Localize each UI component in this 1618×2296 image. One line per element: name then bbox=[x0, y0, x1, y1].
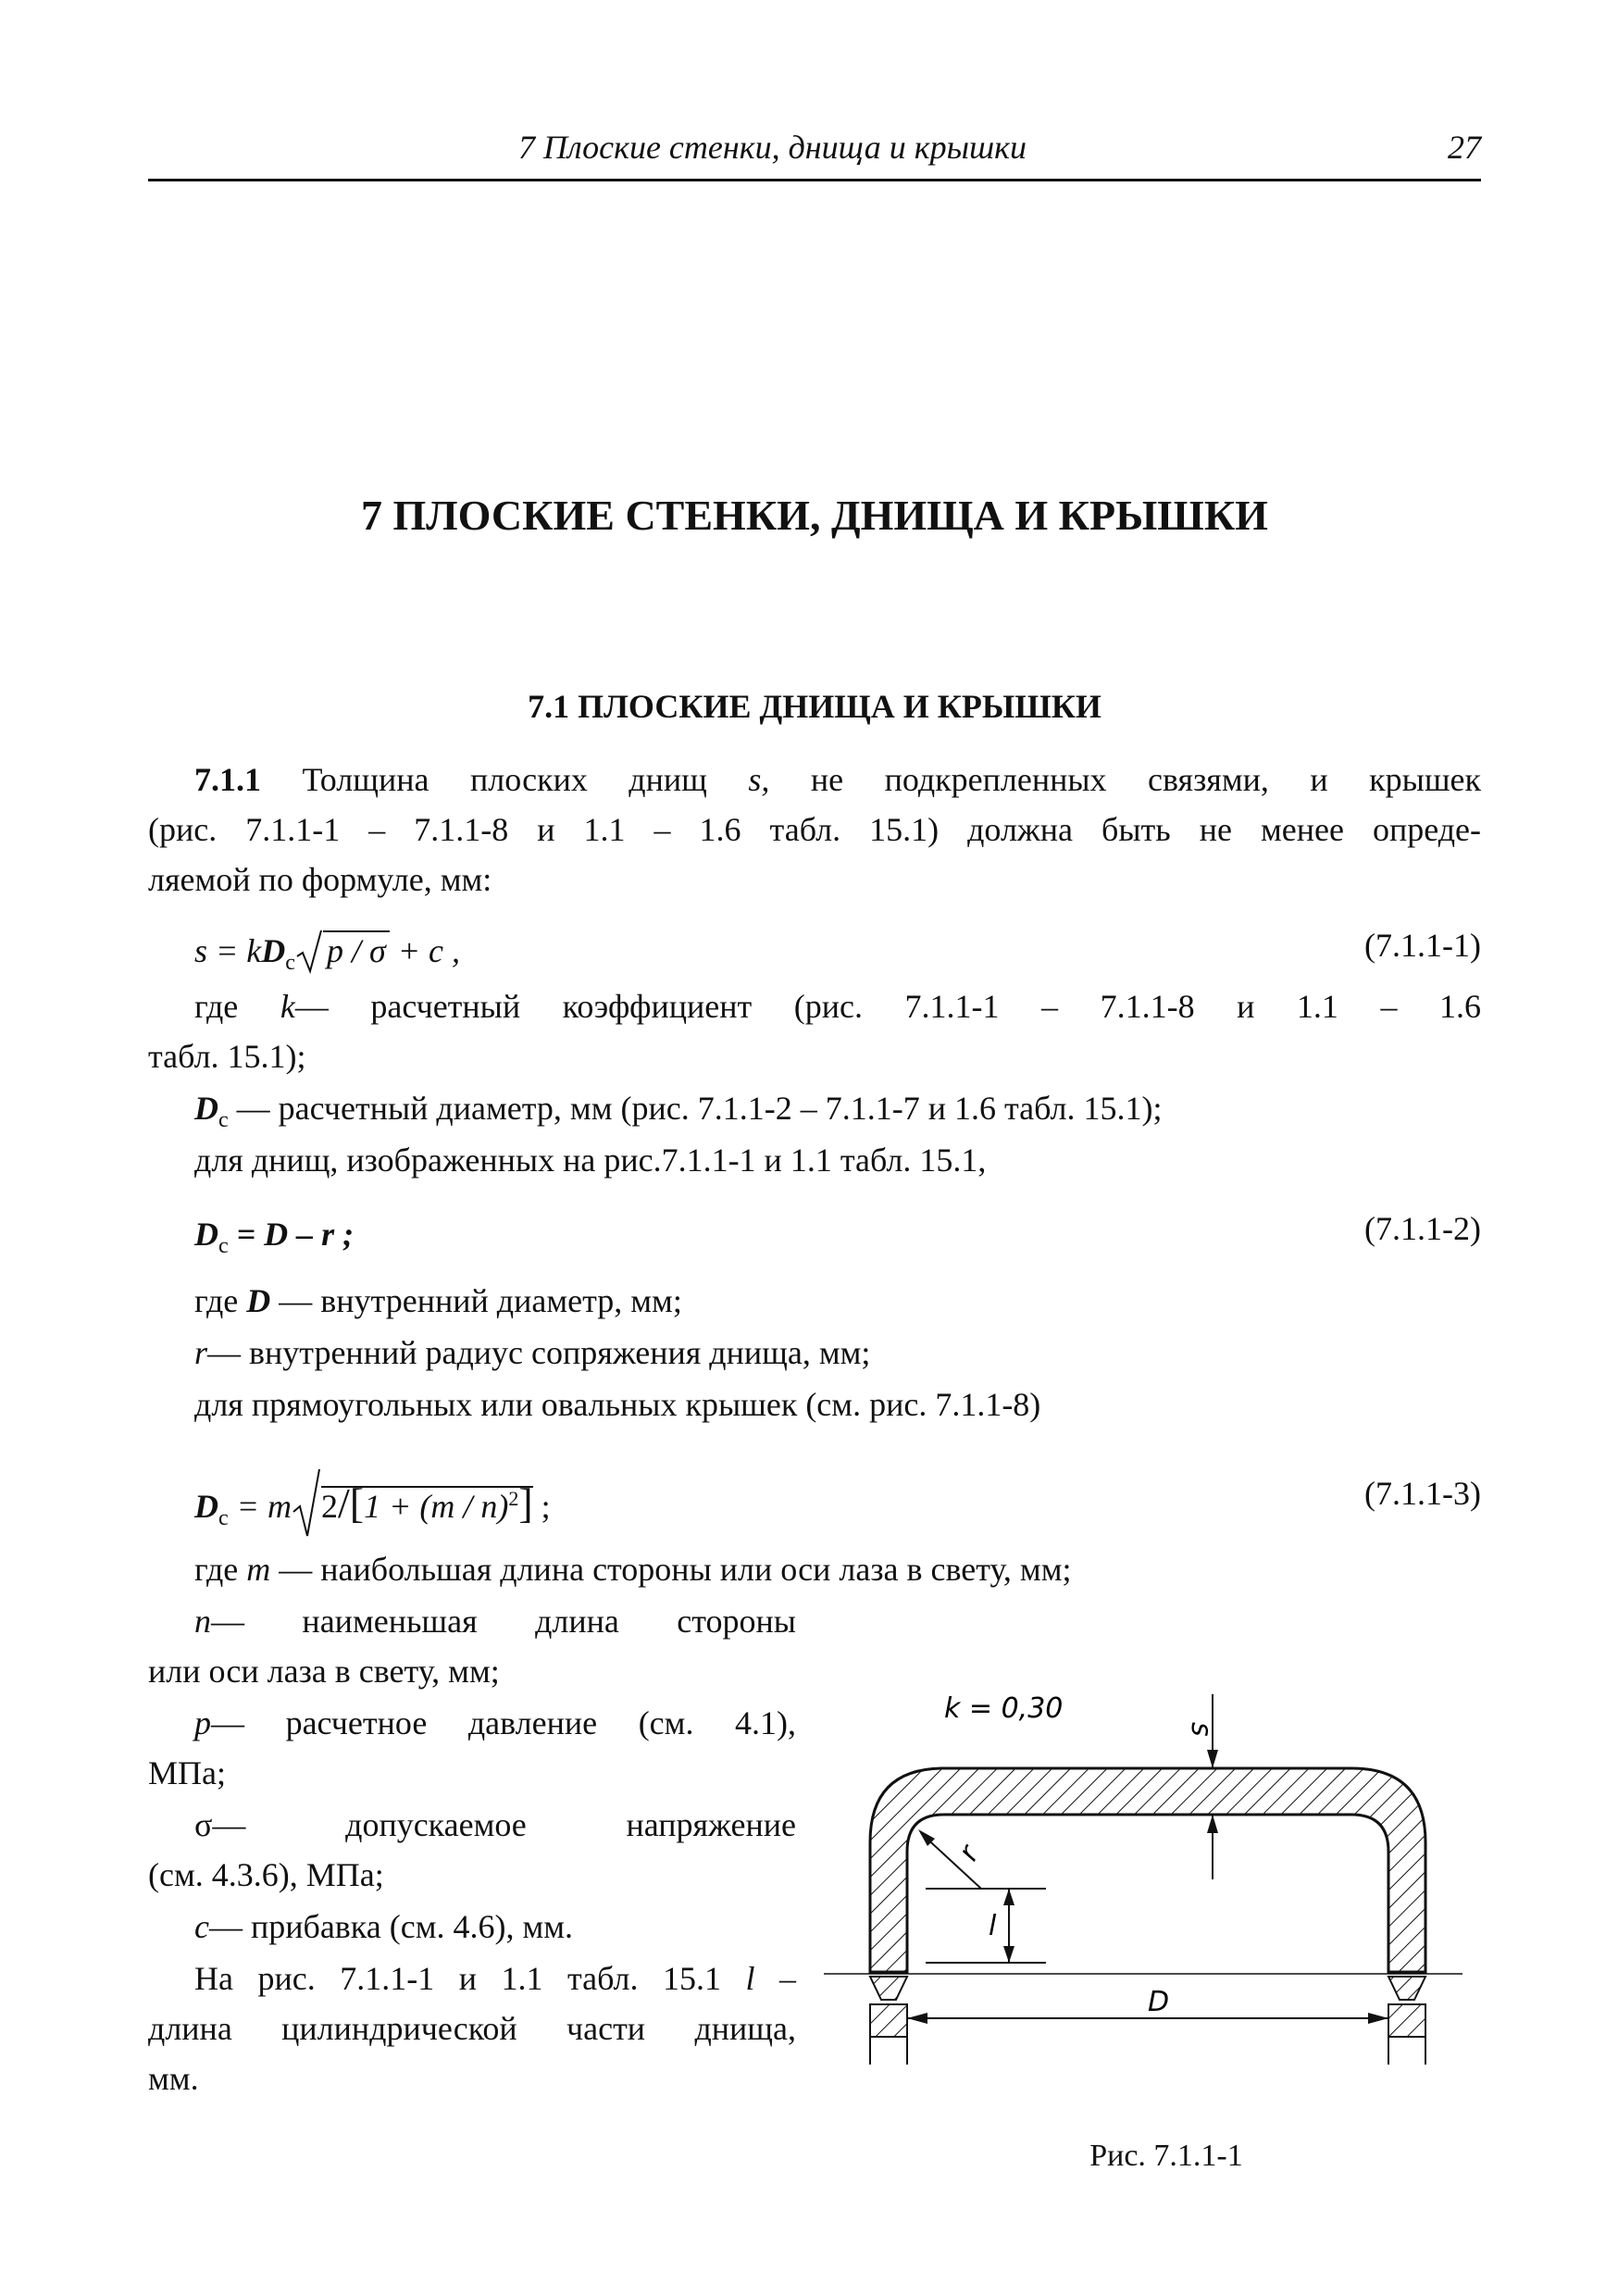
formula-3-end: ; bbox=[541, 1488, 551, 1525]
formula-3-bracket: 1 + (m / n) bbox=[364, 1488, 509, 1525]
r-label: r bbox=[952, 1840, 987, 1866]
formula-1-radicand: p / σ bbox=[323, 930, 390, 969]
formula-3-sub: c bbox=[218, 1506, 229, 1530]
var-r: r bbox=[194, 1334, 208, 1371]
where-word: где bbox=[194, 1282, 239, 1319]
formula-3-num: 2 bbox=[320, 1488, 338, 1525]
where-word: где bbox=[194, 988, 239, 1025]
page-number: 27 bbox=[1448, 129, 1481, 166]
formula-1 bbox=[194, 926, 460, 988]
where-sigma-cont: (см. 4.3.6), МПа; bbox=[148, 1856, 384, 1893]
header-rule bbox=[148, 179, 1481, 181]
formula-2-number: (7.1.1-2) bbox=[1364, 1210, 1481, 1247]
where-n-cont: или оси лаза в свету, мм; bbox=[148, 1653, 500, 1690]
where-c-text: — прибавка (см. 4.6), мм. bbox=[208, 1908, 574, 1945]
formula-3 bbox=[194, 1474, 551, 1543]
where-c bbox=[194, 1902, 573, 1952]
note-l-line2: длина цилиндрической части днища, bbox=[148, 2010, 796, 2047]
where-p bbox=[194, 1698, 796, 1748]
formula-3-slash: / bbox=[337, 1479, 350, 1527]
where-word: где bbox=[194, 1551, 239, 1588]
var-D-sub: c bbox=[218, 1108, 229, 1132]
shell-right bbox=[1388, 2004, 1425, 2037]
formula-3-radicand bbox=[320, 1479, 533, 1527]
formula-3-number: (7.1.1-3) bbox=[1364, 1475, 1481, 1512]
formula-1-number: (7.1.1-1) bbox=[1364, 927, 1481, 964]
formula-2-rhs: = D – r ; bbox=[236, 1216, 355, 1253]
para-line-3: ляемой по формуле, мм: bbox=[148, 861, 492, 898]
k-label: k = 0,30 bbox=[944, 1692, 1064, 1725]
var-sigma: σ bbox=[194, 1806, 213, 1843]
where-sigma-text: — допускаемое напряжение bbox=[212, 1806, 796, 1843]
var-D: D bbox=[194, 1090, 218, 1127]
for-bottoms: для днищ, изображенных на рис.7.1.1-1 и 1.1 табл. 15.1, bbox=[194, 1142, 987, 1179]
var-c: c bbox=[194, 1908, 209, 1945]
formula-3-eq: = m bbox=[236, 1488, 292, 1525]
var-l: l bbox=[745, 1960, 755, 1997]
where-m-text: — наибольшая длина стороны или оси лаза в свету, мм; bbox=[279, 1551, 1072, 1588]
where-dc-text: — расчетный диаметр, мм (рис. 7.1.1-2 – 7.1.1-7 и 1.6 табл. 15.1); bbox=[236, 1090, 1163, 1127]
formula-3-lbracket: [ bbox=[349, 1479, 365, 1527]
figure-flat-bottom bbox=[815, 1657, 1481, 2102]
formula-3-D: D bbox=[194, 1488, 218, 1525]
formula-2-D: D bbox=[194, 1216, 218, 1253]
formula-2 bbox=[194, 1209, 354, 1271]
formula-1-sub: c bbox=[285, 951, 295, 975]
var-s: s, bbox=[748, 761, 770, 798]
where-m bbox=[194, 1544, 1072, 1594]
s-label: s bbox=[1185, 1722, 1217, 1737]
para-text: не подкрепленных связями, и крышек bbox=[810, 761, 1482, 798]
weld-left-top bbox=[870, 1977, 907, 2000]
running-title: 7 Плоские стенки, днища и крышки bbox=[518, 129, 1027, 166]
figure-caption: Рис. 7.1.1-1 bbox=[1089, 2139, 1243, 2173]
where-r bbox=[194, 1328, 870, 1378]
where-k-text: — расчетный коэффициент (рис. 7.1.1-1 – 7.1.1-8 и 1.1 – 1.6 bbox=[294, 988, 1481, 1025]
formula-1-lhs: s = k bbox=[194, 932, 262, 969]
note-l-text: На рис. 7.1.1-1 и 1.1 табл. 15.1 bbox=[194, 1960, 721, 1997]
note-l-line1 bbox=[194, 1953, 796, 2003]
where-n-text: — наименьшая длина стороны bbox=[211, 1603, 796, 1640]
formula-3-rbracket: ] bbox=[518, 1479, 533, 1527]
formula-3-exp: 2 bbox=[508, 1487, 519, 1510]
for-covers: для прямоугольных или овальных крышек (см. рис. 7.1.1-8) bbox=[194, 1386, 1041, 1423]
para-line-2: (рис. 7.1.1-1 – 7.1.1-8 и 1.1 – 1.6 табл. 15.1) должна быть не менее опреде- bbox=[148, 811, 1481, 848]
l-label: l bbox=[989, 1910, 997, 1942]
where-n bbox=[194, 1596, 796, 1646]
formula-1-D: D bbox=[261, 932, 286, 969]
var-p: p bbox=[194, 1704, 211, 1741]
formula-1-tail: + c , bbox=[397, 932, 460, 969]
var-m: m bbox=[246, 1551, 271, 1588]
where-r-text: — внутренний радиус сопряжения днища, мм; bbox=[207, 1334, 871, 1371]
var-n: n bbox=[194, 1603, 211, 1640]
where-k-cont: табл. 15.1); bbox=[148, 1038, 306, 1075]
where-p-text: — расчетное давление (см. 4.1), bbox=[211, 1704, 796, 1741]
var-k: k bbox=[280, 988, 295, 1025]
para-line-1 bbox=[194, 755, 1481, 805]
shell-left bbox=[870, 2004, 907, 2037]
D-label: D bbox=[1148, 1986, 1170, 2018]
sqrt-sign-large bbox=[292, 1466, 321, 1540]
para-text: Толщина плоских днищ bbox=[302, 761, 707, 798]
var-D: D bbox=[246, 1282, 271, 1319]
where-p-cont: МПа; bbox=[148, 1754, 226, 1791]
where-k bbox=[194, 981, 1481, 1031]
note-l-dash: – bbox=[779, 1960, 797, 1997]
chapter-title: 7 ПЛОСКИЕ СТЕНКИ, ДНИЩА И КРЫШКИ bbox=[361, 492, 1268, 539]
where-D bbox=[194, 1276, 682, 1326]
section-title: 7.1 ПЛОСКИЕ ДНИЩА И КРЫШКИ bbox=[528, 688, 1101, 725]
note-l-line3: мм. bbox=[148, 2060, 199, 2097]
bottom-section bbox=[870, 1768, 1425, 1972]
sqrt-sign bbox=[295, 925, 323, 975]
where-sigma bbox=[194, 1800, 796, 1850]
weld-right-top bbox=[1388, 1977, 1425, 2000]
where-D-text: — внутренний диаметр, мм; bbox=[279, 1282, 682, 1319]
para-number: 7.1.1 bbox=[194, 761, 261, 798]
formula-2-sub: c bbox=[218, 1234, 229, 1258]
